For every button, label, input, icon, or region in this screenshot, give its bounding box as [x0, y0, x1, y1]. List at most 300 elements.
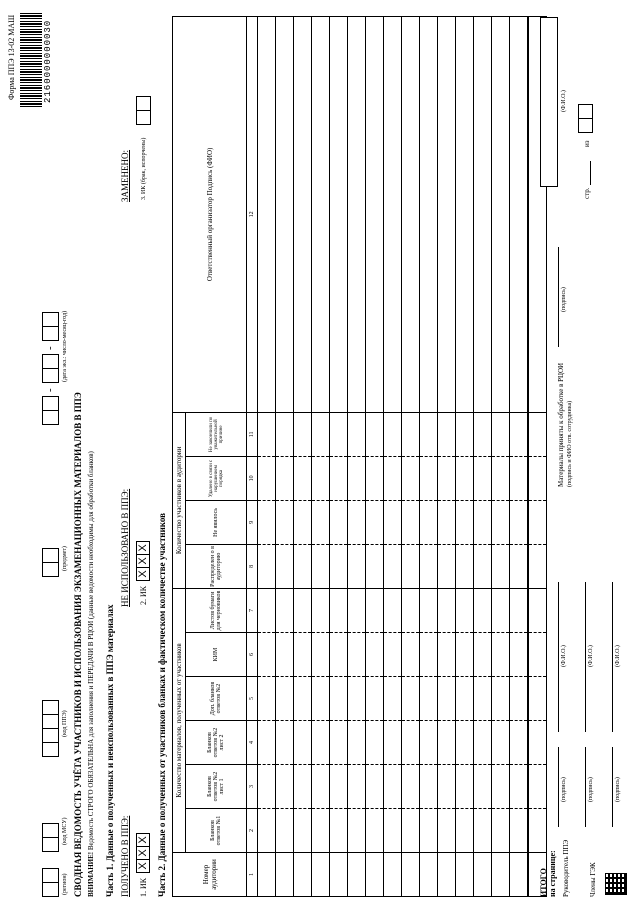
table-cell[interactable] [276, 412, 294, 456]
table-cell[interactable] [438, 16, 456, 412]
table-cell[interactable] [330, 721, 348, 765]
table-cell[interactable] [474, 721, 492, 765]
table-cell[interactable] [528, 544, 547, 588]
table-cell[interactable] [258, 544, 276, 588]
table-row [402, 16, 420, 896]
table-cell[interactable] [402, 765, 420, 809]
table-cell[interactable] [474, 544, 492, 588]
table-cell[interactable] [492, 544, 510, 588]
table-cell[interactable] [348, 677, 366, 721]
table-cell[interactable] [294, 677, 312, 721]
ik3-box-2[interactable] [136, 96, 151, 111]
received-label: ПОЛУЧЕНО В ППЭ: [120, 815, 130, 897]
table-cell[interactable] [438, 633, 456, 677]
table-row [312, 16, 330, 896]
table-cell[interactable] [294, 412, 312, 456]
table-cell[interactable] [384, 16, 402, 412]
table-cell[interactable] [420, 721, 438, 765]
table-cell[interactable] [258, 721, 276, 765]
replaced-label: ЗАМЕНЕНО: [120, 149, 130, 202]
table-cell[interactable] [348, 456, 366, 500]
table-cell[interactable] [438, 677, 456, 721]
mcu-label: (код МСУ) [62, 817, 68, 845]
table-cell[interactable] [438, 765, 456, 809]
column-number: 4 [247, 721, 258, 765]
col-unfinished: Не закончили по уважительной причине [186, 412, 247, 456]
table-cell[interactable] [402, 809, 420, 853]
table-cell[interactable] [492, 16, 510, 412]
table-cell[interactable] [510, 677, 529, 721]
table-cell[interactable] [294, 809, 312, 853]
table-cell[interactable] [510, 544, 529, 588]
gek2-sign-line[interactable] [612, 747, 613, 827]
table-cell[interactable] [276, 765, 294, 809]
ik1-x-1: X [136, 859, 150, 873]
table-row [456, 16, 474, 896]
table-cell[interactable] [456, 809, 474, 853]
table-row [474, 16, 492, 896]
group-materials: Количество материалов, полученных от участников [173, 588, 186, 852]
table-cell[interactable] [384, 456, 402, 500]
table-cell[interactable] [294, 853, 312, 897]
grid-wrapper [172, 17, 547, 897]
table-cell[interactable] [456, 16, 474, 412]
subject-label: (предмет) [62, 546, 68, 571]
head-ppe-fio-line[interactable] [558, 582, 559, 732]
table-cell[interactable] [528, 721, 547, 765]
table-cell[interactable] [258, 412, 276, 456]
region-label: (регион) [62, 873, 68, 895]
table-cell[interactable] [456, 456, 474, 500]
table-cell[interactable] [474, 588, 492, 632]
table-cell[interactable] [258, 500, 276, 544]
table-cell[interactable] [510, 853, 529, 897]
table-cell[interactable] [492, 677, 510, 721]
table-cell[interactable] [258, 16, 276, 412]
col-absent: Не явилось [186, 500, 247, 544]
table-cell[interactable] [258, 809, 276, 853]
ik1-x-2: X [136, 846, 150, 860]
table-row [384, 16, 402, 896]
table-cell[interactable] [384, 412, 402, 456]
part2-title: Часть 2. Данные о полученных от участников бланках и фактическом количестве участников [157, 513, 167, 897]
table-cell[interactable] [294, 456, 312, 500]
form-code: Форма ППЭ 13-02 МАШ [7, 14, 16, 100]
table-row [438, 16, 456, 896]
table-cell[interactable] [438, 456, 456, 500]
table-cell[interactable] [492, 721, 510, 765]
table-cell[interactable] [438, 412, 456, 456]
ppe-box-1[interactable] [42, 742, 59, 757]
ik3-label: 3. ИК (брак, испорчены) [141, 137, 147, 200]
subject-box-2[interactable] [42, 548, 59, 563]
col-ans2-l2: Бланков ответов №2 лист 2 [186, 721, 247, 765]
table-cell[interactable] [276, 500, 294, 544]
table-cell[interactable] [402, 677, 420, 721]
table-cell[interactable] [384, 500, 402, 544]
head-ppe-fio-caption: (Ф.И.О.) [561, 645, 567, 667]
barcode-number: 2160000000030 [43, 19, 53, 103]
rcoi-fio-caption: (Ф.И.О.) [561, 90, 567, 112]
table-cell[interactable] [330, 677, 348, 721]
table-cell[interactable] [474, 677, 492, 721]
gek1-fio-line[interactable] [585, 582, 586, 732]
table-cell[interactable] [474, 456, 492, 500]
table-cell[interactable] [456, 721, 474, 765]
gek1-sign-caption: (подпись) [588, 777, 594, 802]
table-cell[interactable] [348, 544, 366, 588]
table-cell[interactable] [258, 588, 276, 632]
table-cell[interactable] [330, 633, 348, 677]
region-box-1[interactable] [42, 882, 59, 897]
rcoi-sign-caption: (подпись) [561, 287, 567, 312]
table-cell[interactable] [276, 16, 294, 412]
ik2-label: 2. ИК [139, 585, 148, 605]
table-cell[interactable] [492, 588, 510, 632]
table-row [366, 16, 384, 896]
date-dash-2: - [44, 346, 56, 350]
table-cell[interactable] [348, 721, 366, 765]
rcoi-sign-line[interactable] [558, 247, 559, 347]
table-cell[interactable] [312, 588, 330, 632]
table-cell[interactable] [276, 456, 294, 500]
table-cell[interactable] [438, 809, 456, 853]
table-cell[interactable] [510, 16, 529, 412]
table-cell[interactable] [348, 16, 366, 412]
table-cell[interactable] [294, 633, 312, 677]
table-cell[interactable] [330, 16, 348, 412]
table-cell[interactable] [366, 809, 384, 853]
table-cell[interactable] [420, 16, 438, 412]
table-cell[interactable] [330, 544, 348, 588]
table-row [420, 16, 438, 896]
table-cell[interactable] [366, 677, 384, 721]
table-cell[interactable] [474, 765, 492, 809]
attention-text: Ведомость СТРОГО ОБЯЗАТЕЛЬНА для заполнения и ПЕРЕДАЧИ В РЦОИ (данные ведомости необходимы для обработки бланков) [87, 451, 95, 851]
attention-line [88, 451, 95, 897]
table-row [276, 16, 294, 896]
date-year-1[interactable] [42, 326, 59, 341]
table-cell[interactable] [420, 809, 438, 853]
table-cell[interactable] [438, 721, 456, 765]
of-label: из [583, 140, 591, 147]
table-cell[interactable] [420, 588, 438, 632]
table-row [294, 16, 312, 896]
table-cell[interactable] [528, 809, 547, 853]
participants-table [172, 16, 547, 897]
table-cell[interactable] [510, 721, 529, 765]
table-cell[interactable] [384, 677, 402, 721]
table-cell[interactable] [456, 765, 474, 809]
column-number: 1 [247, 853, 258, 897]
table-cell[interactable] [474, 412, 492, 456]
table-cell[interactable] [258, 853, 276, 897]
table-cell[interactable] [456, 544, 474, 588]
column-number: 6 [247, 633, 258, 677]
head-ppe-sign-line[interactable] [558, 747, 559, 827]
table-cell[interactable] [312, 544, 330, 588]
table-cell[interactable] [420, 853, 438, 897]
table-cell[interactable] [312, 500, 330, 544]
table-cell[interactable] [402, 456, 420, 500]
ik1-x-3: X [136, 833, 150, 847]
table-cell[interactable] [402, 544, 420, 588]
table-cell[interactable] [276, 544, 294, 588]
table-cell[interactable] [366, 633, 384, 677]
table-cell[interactable] [510, 412, 529, 456]
table-cell[interactable] [402, 633, 420, 677]
table-cell[interactable] [474, 633, 492, 677]
mcu-box-1[interactable] [42, 837, 59, 852]
date-day-2[interactable] [42, 396, 59, 411]
table-cell[interactable] [366, 853, 384, 897]
ppe-box-4[interactable] [42, 700, 59, 715]
table-cell[interactable] [258, 677, 276, 721]
page-total-box-2[interactable] [578, 104, 593, 119]
ppe-label: (код ППЭ) [62, 710, 68, 737]
table-cell[interactable] [330, 412, 348, 456]
col-ans1: Бланков ответов №1 [186, 809, 247, 853]
table-row [492, 16, 510, 896]
table-cell[interactable] [276, 809, 294, 853]
table-cell[interactable] [384, 544, 402, 588]
ppe-box-2[interactable] [42, 728, 59, 743]
ppe-box-3[interactable] [42, 714, 59, 729]
ik2-x-2: X [136, 554, 150, 568]
group-header-row [173, 16, 186, 896]
table-cell[interactable] [294, 721, 312, 765]
table-cell[interactable] [420, 412, 438, 456]
barcode-image [20, 12, 42, 107]
table-cell[interactable] [276, 677, 294, 721]
table-cell[interactable] [258, 633, 276, 677]
table-cell[interactable] [312, 412, 330, 456]
table-cell[interactable] [276, 633, 294, 677]
head-ppe-label: Руководитель ППЭ [562, 839, 570, 897]
table-cell[interactable] [402, 588, 420, 632]
gek2-fio-line[interactable] [612, 582, 613, 732]
table-cell[interactable] [276, 588, 294, 632]
group-participants: Количество участников в аудитории [173, 412, 186, 588]
date-year-2[interactable] [42, 312, 59, 327]
table-cell[interactable] [276, 721, 294, 765]
table-cell[interactable] [420, 544, 438, 588]
table-cell[interactable] [348, 500, 366, 544]
table-cell[interactable] [420, 633, 438, 677]
rcoi-caption: (подпись и ФИО отв. сотрудника) [567, 400, 573, 487]
table-cell[interactable] [312, 456, 330, 500]
table-cell[interactable] [366, 544, 384, 588]
page-number-line[interactable] [590, 161, 591, 185]
table-cell[interactable] [294, 16, 312, 412]
date-label: (дата экз.: число-месяц-год) [62, 310, 68, 382]
table-cell[interactable] [312, 765, 330, 809]
table-cell[interactable] [456, 500, 474, 544]
table-cell[interactable] [348, 809, 366, 853]
form-title: СВОДНАЯ ВЕДОМОСТЬ УЧЁТА УЧАСТНИКОВ И ИСПОЛЬЗОВАНИЯ ЭКЗАМЕНАЦИОННЫХ МАТЕРИАЛОВ В ППЭ [73, 392, 83, 897]
table-cell[interactable] [528, 412, 547, 456]
table-cell[interactable] [330, 765, 348, 809]
gek-label: Члены ГЭК [589, 862, 597, 897]
column-number-row [247, 16, 258, 896]
table-cell[interactable] [330, 588, 348, 632]
table-cell[interactable] [420, 456, 438, 500]
table-cell[interactable] [402, 500, 420, 544]
table-cell[interactable] [384, 853, 402, 897]
table-cell[interactable] [492, 853, 510, 897]
ik2-x-1: X [136, 567, 150, 581]
table-cell[interactable] [420, 765, 438, 809]
date-day-1[interactable] [42, 410, 59, 425]
table-cell[interactable] [492, 500, 510, 544]
table-cell[interactable] [312, 809, 330, 853]
table-row [348, 16, 366, 896]
table-cell[interactable] [456, 412, 474, 456]
ik2-x-3: X [136, 541, 150, 555]
table-cell[interactable] [294, 544, 312, 588]
table-cell[interactable] [348, 588, 366, 632]
column-number: 3 [247, 765, 258, 809]
table-cell[interactable] [474, 853, 492, 897]
table-cell[interactable] [438, 544, 456, 588]
table-cell[interactable] [402, 412, 420, 456]
table-cell[interactable] [312, 721, 330, 765]
table-cell[interactable] [420, 677, 438, 721]
table-cell[interactable] [258, 456, 276, 500]
table-cell[interactable] [366, 765, 384, 809]
subject-box-1[interactable] [42, 562, 59, 577]
table-cell[interactable] [474, 16, 492, 412]
table-cell[interactable] [384, 633, 402, 677]
table-cell[interactable] [348, 853, 366, 897]
column-number: 10 [247, 456, 258, 500]
table-cell[interactable] [528, 633, 547, 677]
table-cell[interactable] [402, 16, 420, 412]
table-cell[interactable] [474, 809, 492, 853]
region-box-2[interactable] [42, 868, 59, 883]
ik3-box-1[interactable] [136, 110, 151, 125]
table-cell[interactable] [366, 412, 384, 456]
table-cell[interactable] [348, 633, 366, 677]
table-row [258, 16, 276, 896]
table-cell[interactable] [312, 677, 330, 721]
table-cell[interactable] [294, 765, 312, 809]
table-cell[interactable] [330, 456, 348, 500]
mcu-box-2[interactable] [42, 823, 59, 838]
table-cell[interactable] [492, 765, 510, 809]
col-kim: КИМ [186, 633, 247, 677]
part1-title: Часть 1. Данные о полученных и неиспользованных в ППЭ материалах [105, 604, 115, 897]
col-room: Номер аудитории [173, 853, 247, 897]
table-cell[interactable] [348, 765, 366, 809]
table-cell[interactable] [492, 633, 510, 677]
ik1-label: 1. ИК [139, 877, 148, 897]
column-number: 7 [247, 588, 258, 632]
gek2-fio-caption: (Ф.И.О.) [615, 645, 621, 667]
page-label: стр. [583, 187, 591, 199]
table-cell[interactable] [510, 765, 529, 809]
table-cell[interactable] [528, 765, 547, 809]
table-cell[interactable] [456, 677, 474, 721]
column-number: 11 [247, 412, 258, 456]
table-cell[interactable] [366, 456, 384, 500]
table-cell[interactable] [402, 721, 420, 765]
table-cell[interactable] [438, 500, 456, 544]
table-cell[interactable] [474, 500, 492, 544]
column-number: 12 [247, 16, 258, 412]
table-cell[interactable] [528, 677, 547, 721]
table-cell[interactable] [384, 765, 402, 809]
total-label: ИТОГО [539, 868, 548, 897]
table-cell[interactable] [366, 588, 384, 632]
column-number: 2 [247, 809, 258, 853]
date-month-2[interactable] [42, 354, 59, 369]
table-cell[interactable] [348, 412, 366, 456]
table-cell[interactable] [312, 633, 330, 677]
table-cell[interactable] [402, 853, 420, 897]
table-cell[interactable] [456, 853, 474, 897]
page-total-box-1[interactable] [578, 118, 593, 133]
table-cell[interactable] [330, 853, 348, 897]
table-cell[interactable] [384, 588, 402, 632]
table-cell[interactable] [492, 456, 510, 500]
table-cell[interactable] [330, 500, 348, 544]
table-cell[interactable] [312, 16, 330, 412]
col-assigned: Распределен о в аудиторию [186, 544, 247, 588]
table-cell[interactable] [294, 588, 312, 632]
table-cell[interactable] [456, 588, 474, 632]
gek1-sign-line[interactable] [585, 747, 586, 827]
gek2-sign-caption: (подпись) [615, 777, 621, 802]
date-month-1[interactable] [42, 368, 59, 383]
table-cell[interactable] [294, 500, 312, 544]
table-cell[interactable] [510, 500, 529, 544]
table-cell[interactable] [510, 633, 529, 677]
rcoi-fio-box[interactable] [540, 17, 558, 187]
table-cell[interactable] [528, 456, 547, 500]
data-rows [258, 16, 547, 896]
table-cell[interactable] [366, 16, 384, 412]
table-cell[interactable] [510, 456, 529, 500]
table-cell[interactable] [456, 633, 474, 677]
table-cell[interactable] [276, 853, 294, 897]
on-page-label: на странице: [548, 850, 557, 897]
table-cell[interactable] [366, 500, 384, 544]
column-number: 5 [247, 677, 258, 721]
rcoi-text: Материалы приняты к обработке в РЦОИ [557, 362, 565, 487]
table-cell[interactable] [384, 809, 402, 853]
table-cell[interactable] [384, 721, 402, 765]
table-cell[interactable] [528, 500, 547, 544]
column-number: 8 [247, 544, 258, 588]
table-row [510, 16, 529, 896]
table-cell[interactable] [438, 588, 456, 632]
head-ppe-sign-caption: (подпись) [561, 777, 567, 802]
table-cell[interactable] [438, 853, 456, 897]
table-cell[interactable] [366, 721, 384, 765]
table-cell[interactable] [510, 809, 529, 853]
table-cell[interactable] [528, 588, 547, 632]
table-cell[interactable] [312, 853, 330, 897]
table-cell[interactable] [510, 588, 529, 632]
table-cell[interactable] [330, 809, 348, 853]
table-cell[interactable] [492, 412, 510, 456]
table-row [330, 16, 348, 896]
table-cell[interactable] [420, 500, 438, 544]
table-cell[interactable] [492, 809, 510, 853]
qr-code-icon [605, 873, 627, 895]
table-cell[interactable] [258, 765, 276, 809]
